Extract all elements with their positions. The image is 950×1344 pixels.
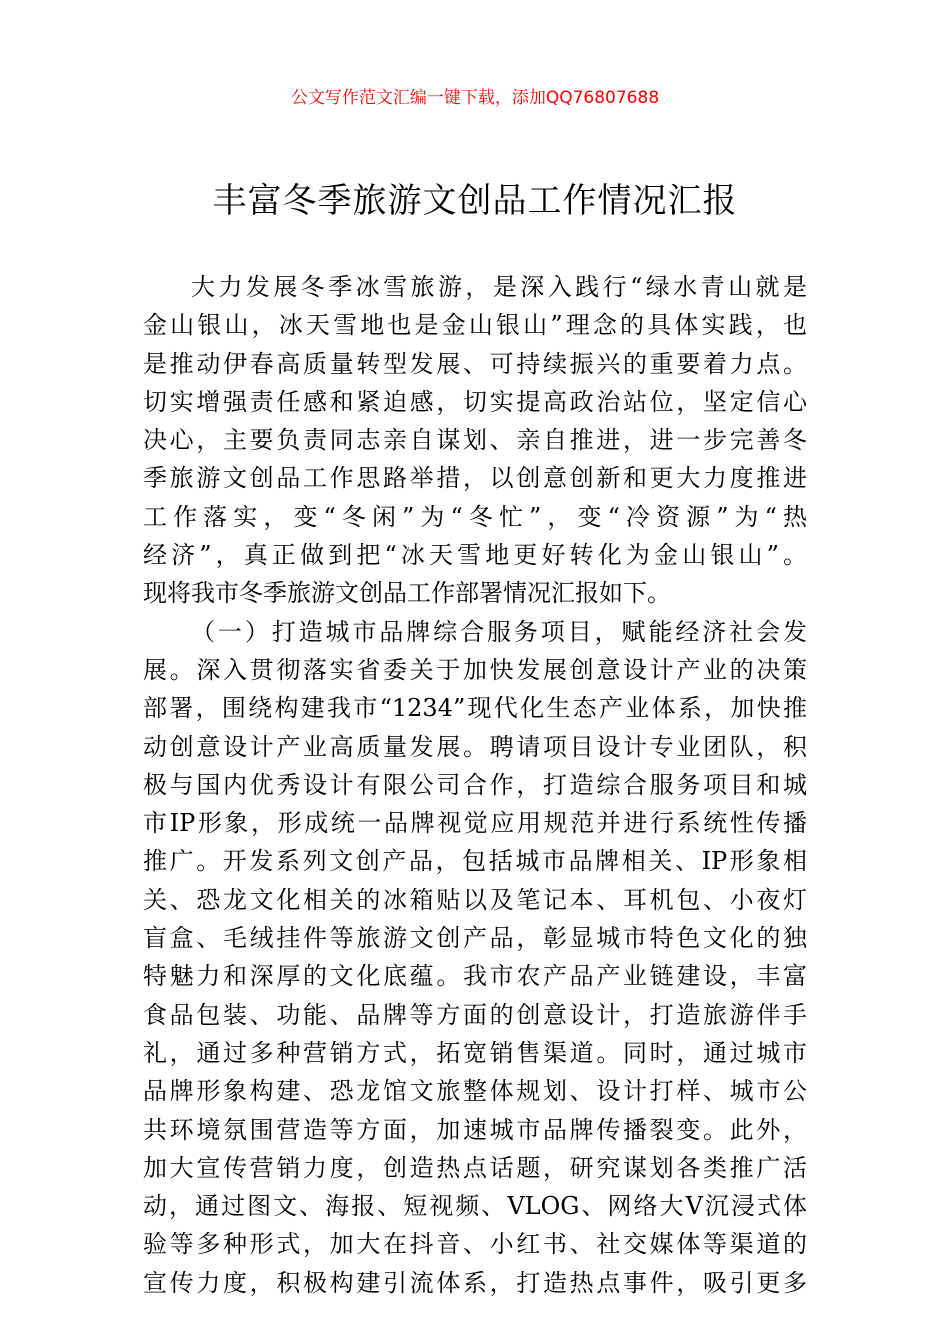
paragraph-2-line-18: 宣传力度，积极构建引流体系，打造热点事件，吸引更多 (143, 1268, 807, 1297)
paragraph-1-line-2: 金山银山，冰天雪地也是金山银山”理念的具体实践，也 (143, 311, 807, 340)
paragraph-1-line-7: 工作落实，变“冬闲”为“冬忙”，变“冷资源”为“热 (143, 502, 807, 531)
paragraph-2-line-9: 盲盒、毛绒挂件等旅游文创产品，彰显城市特色文化的独 (143, 924, 807, 953)
paragraph-2-line-5: 极与国内优秀设计有限公司合作，打造综合服务项目和城 (143, 770, 807, 799)
paragraph-2-line-16: 动，通过图文、海报、短视频、VLOG、网络大V沉浸式体 (143, 1192, 807, 1221)
paragraph-2-line-1: （一）打造城市品牌综合服务项目，赋能经济社会发 (191, 617, 807, 646)
paragraph-2-line-8: 关、恐龙文化相关的冰箱贴以及笔记本、耳机包、小夜灯 (143, 885, 807, 914)
paragraph-1-line-9: 现将我市冬季旅游文创品工作部署情况汇报如下。 (143, 579, 671, 608)
paragraph-2-line-7: 推广。开发系列文创产品，包括城市品牌相关、IP形象相 (143, 847, 807, 876)
paragraph-1-line-3: 是推动伊春高质量转型发展、可持续振兴的重要着力点。 (143, 349, 807, 378)
paragraph-2-line-14: 共环境氛围营造等方面，加速城市品牌传播裂变。此外， (143, 1115, 807, 1144)
paragraph-1-line-8: 经济”，真正做到把“冰天雪地更好转化为金山银山”。 (143, 541, 807, 570)
paragraph-2-line-17: 验等多种形式，加大在抖音、小红书、社交媒体等渠道的 (143, 1230, 807, 1259)
paragraph-2-line-12: 礼，通过多种营销方式，拓宽销售渠道。同时，通过城市 (143, 1038, 807, 1067)
paragraph-2-line-15: 加大宣传营销力度，创造热点话题，研究谋划各类推广活 (143, 1153, 807, 1182)
paragraph-2-line-11: 食品包装、功能、品牌等方面的创意设计，打造旅游伴手 (143, 1000, 807, 1029)
download-notice-header[interactable]: 公文写作范文汇编一键下载，添加QQ76807688 (290, 88, 660, 108)
paragraph-2-line-4: 动创意设计产业高质量发展。聘请项目设计专业团队，积 (143, 732, 807, 761)
document-title: 丰富冬季旅游文创品工作情况汇报 (212, 181, 738, 221)
paragraph-1-line-4: 切实增强责任感和紧迫感，切实提高政治站位，坚定信心 (143, 387, 807, 416)
paragraph-2-line-10: 特魅力和深厚的文化底蕴。我市农产品产业链建设，丰富 (143, 962, 807, 991)
paragraph-2-line-3: 部署，围绕构建我市“1234”现代化生态产业体系，加快推 (143, 694, 807, 723)
paragraph-2-line-6: 市IP形象，形成统一品牌视觉应用规范并进行系统性传播 (143, 809, 807, 838)
paragraph-2-line-2: 展。深入贯彻落实省委关于加快发展创意设计产业的决策 (143, 655, 807, 684)
paragraph-2-line-13: 品牌形象构建、恐龙馆文旅整体规划、设计打样、城市公 (143, 1077, 807, 1106)
paragraph-1-line-5: 决心，主要负责同志亲自谋划、亲自推进，进一步完善冬 (143, 426, 807, 455)
document-body (143, 268, 807, 1302)
paragraph-1-line-6: 季旅游文创品工作思路举措，以创意创新和更大力度推进 (143, 464, 807, 493)
paragraph-1-line-1: 大力发展冬季冰雪旅游，是深入践行“绿水青山就是 (191, 273, 807, 301)
